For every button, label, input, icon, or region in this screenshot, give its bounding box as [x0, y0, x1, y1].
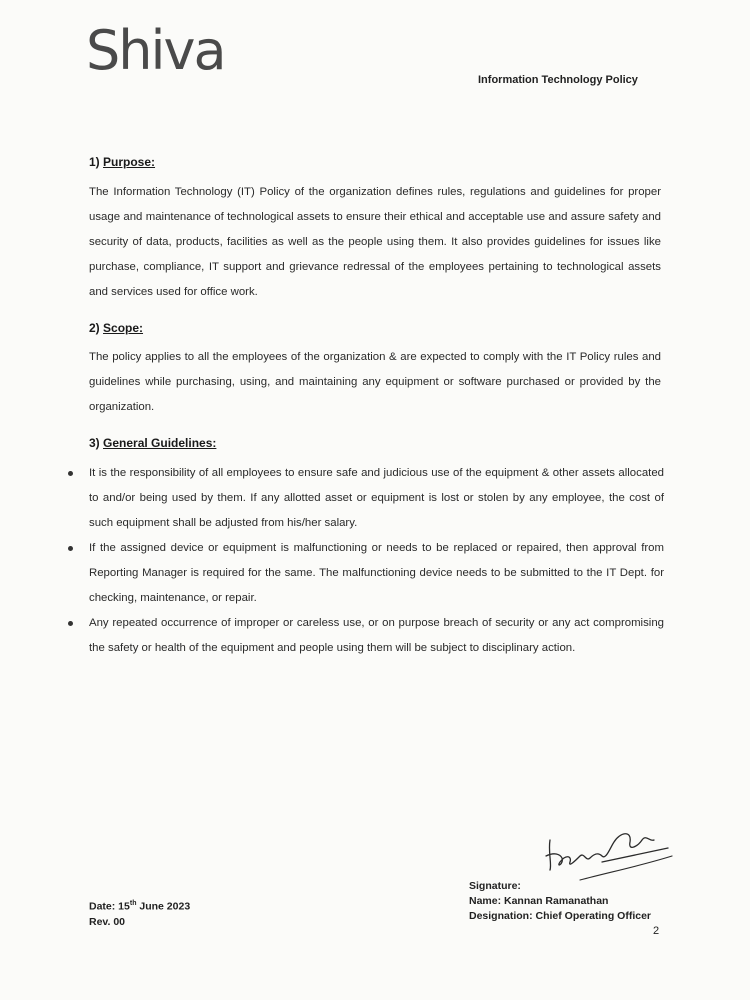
bullet-icon	[68, 546, 73, 551]
guideline-text: If the assigned device or equipment is malfunctioning or needs to be replaced or repaired, then approval from Reporting Manager is required for the same. The malfunctioning device needs to be submitted to the IT Dept. for checking, maintenance, or repair.	[89, 542, 664, 604]
document-meta	[89, 896, 190, 930]
revision: Rev. 00	[89, 915, 125, 928]
section-title: Scope:	[103, 321, 144, 335]
list-item	[64, 536, 664, 611]
signature-block	[469, 879, 651, 924]
guideline-text: It is the responsibility of all employees to ensure safe and judicious use of the equipment & other assets allocated to and/or being used by them. If any allotted asset or equipment is lost or stolen by any employee, the cost of such equipment shall be adjusted from his/her salary.	[89, 467, 664, 529]
guideline-text: Any repeated occurrence of improper or careless use, or on purpose breach of security or any act compromising the safety or health of the equipment and people using them will be subject to disciplinary action.	[89, 617, 664, 654]
list-item	[64, 611, 664, 661]
list-item	[64, 461, 664, 536]
scope-paragraph: The policy applies to all the employees of the organization & are expected to comply with the IT Policy rules and guidelines while purchasing, using, and maintaining any equipment or software purchased or provided by the organization.	[89, 351, 661, 413]
section-number: 1)	[89, 155, 100, 169]
section-number: 2)	[89, 321, 100, 335]
section-title: Purpose:	[103, 155, 156, 169]
guidelines-list	[64, 461, 664, 661]
document-title: Information Technology Policy	[478, 74, 638, 86]
company-logo: Shiva	[86, 19, 225, 82]
section-heading-scope	[89, 321, 143, 335]
section-heading-general-guidelines	[89, 436, 216, 450]
page-number: 2	[653, 925, 660, 937]
section-number: 3)	[89, 436, 100, 450]
purpose-paragraph: The Information Technology (IT) Policy of the organization defines rules, regulations and guidelines for proper usage and maintenance of technological assets to ensure their ethical and acceptable use and assure safety and security of data, products, facilities as well as the people using them. It also provides guidelines for issues like purchase, compliance, IT support and grievance redressal of the employees pertaining to technological assets and services used for office work.	[89, 186, 661, 298]
signatory-designation: Designation: Chief Operating Officer	[469, 910, 652, 922]
signatory-name: Name: Kannan Ramanathan	[469, 895, 609, 907]
document-date: Date: 15th June 2023	[89, 900, 191, 913]
bullet-icon	[68, 621, 73, 626]
section-heading-purpose	[89, 155, 155, 169]
bullet-icon	[68, 471, 73, 476]
section-title: General Guidelines:	[103, 436, 217, 450]
signature-label: Signature:	[469, 880, 521, 892]
